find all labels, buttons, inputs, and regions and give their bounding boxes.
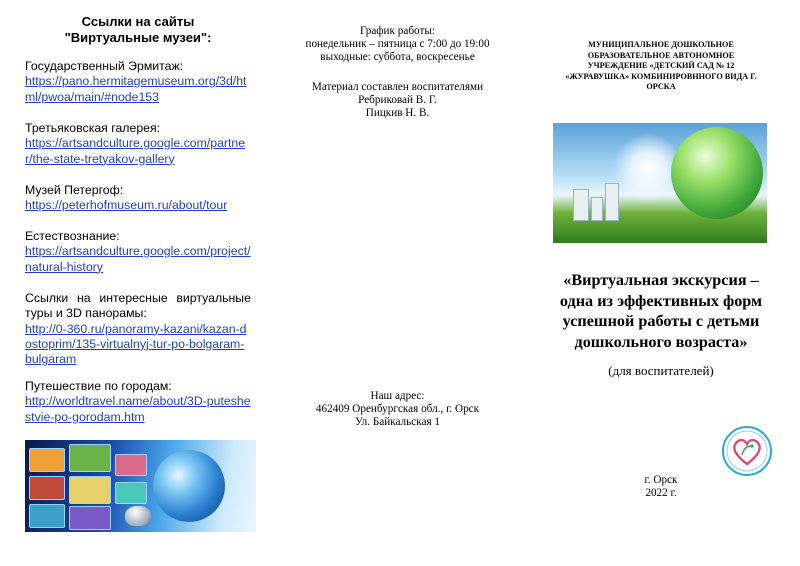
link-label: Третьяковская галерея:: [25, 121, 161, 135]
building-shape: [605, 183, 619, 221]
author-name: Пицкив Н. В.: [365, 107, 430, 120]
address-line: Ул. Байкальская 1: [355, 416, 440, 429]
photo-tile: [69, 506, 111, 530]
city-and-year: [545, 474, 777, 500]
info-column: [285, 0, 510, 566]
kindergarten-logo-icon: [721, 425, 773, 477]
schedule-off: выходные: суббота, воскресенье: [320, 51, 475, 64]
natural-history-link[interactable]: https://artsandculture.google.com/project/natural-history: [25, 244, 251, 274]
city: г. Орск: [644, 474, 678, 486]
brochure-subtitle: (для воспитателей): [608, 363, 714, 378]
building-shape: [591, 197, 603, 221]
3d-tours-link[interactable]: http://0-360.ru/panoramy-kazani/kazan-dostoprim/135-virtualnyj-tur-po-bolgaram-bulgaram: [25, 321, 247, 367]
hermitage-link[interactable]: https://pano.hermitagemuseum.org/3d/html/pwoa/main/#node153: [25, 74, 247, 104]
link-label: Музей Петергоф:: [25, 183, 124, 197]
peterhof-link[interactable]: https://peterhofmuseum.ru/about/tour: [25, 198, 228, 213]
address-title: Наш адрес:: [370, 390, 425, 402]
tretyakov-link[interactable]: https://artsandculture.google.com/partner/the-state-tretyakov-gallery: [25, 136, 246, 166]
links-column: [25, 0, 251, 566]
building-shape: [573, 189, 589, 221]
photo-tile: [115, 482, 147, 504]
authors: [285, 81, 510, 121]
photo-tile: [69, 444, 111, 472]
link-block-natural-history: [25, 229, 251, 275]
authors-intro: Материал составлен воспитателями: [311, 81, 484, 93]
photo-tile: [69, 476, 111, 504]
schedule-days: понедельник – пятница с 7:00 до 19:00: [305, 38, 490, 51]
address-line: 462409 Оренбургская обл., г. Орск: [315, 403, 480, 416]
link-label: Путешествие по городам:: [25, 379, 172, 393]
author-name: Ребриковай В. Г.: [358, 94, 437, 107]
link-block-3d-tours: [25, 291, 251, 367]
photo-tile: [115, 454, 147, 476]
virtual-screens-image: [25, 440, 256, 532]
green-sphere-icon: [671, 127, 763, 219]
link-label: Ссылки на интересные виртуальные туры и 3D панорамы:: [25, 291, 251, 321]
virtual-museums-heading: Ссылки на сайты "Виртуальные музеи":: [64, 14, 212, 45]
address: [285, 390, 510, 430]
link-block-hermitage: [25, 59, 251, 105]
year: 2022 г.: [645, 487, 677, 500]
link-block-peterhof: [25, 183, 251, 214]
link-block-cities: [25, 379, 251, 425]
schedule-title: График работы:: [359, 25, 435, 37]
link-label: Естествознание:: [25, 229, 120, 243]
brochure-title: «Виртуальная экскурсия – одна из эффективных форм успешной работы с детьми дошкольного возраста»: [559, 271, 763, 351]
cities-travel-link[interactable]: http://worldtravel.name/about/3D-puteshestvie-po-gorodam.htm: [25, 394, 251, 424]
link-label: Государственный Эрмитаж:: [25, 59, 184, 73]
globe-icon: [153, 450, 225, 522]
link-block-tretyakov: [25, 121, 251, 167]
photo-tile: [29, 504, 65, 528]
organization-name: МУНИЦИПАЛЬНОЕ ДОШКОЛЬНОЕ ОБРАЗОВАТЕЛЬНОЕ АВТОНОМНОЕ УЧРЕЖДЕНИЕ «ДЕТСКИЙ САД № 12 «ЖУРАВУШКА» КОМБИНИРОВННОГО ВИДА Г. ОРСКА: [565, 40, 757, 92]
photo-tile: [29, 476, 65, 500]
cover-column: [545, 0, 777, 566]
work-schedule: [285, 25, 510, 65]
green-globe-image: [553, 123, 767, 243]
photo-tile: [29, 448, 65, 472]
computer-mouse-icon: [125, 506, 151, 526]
